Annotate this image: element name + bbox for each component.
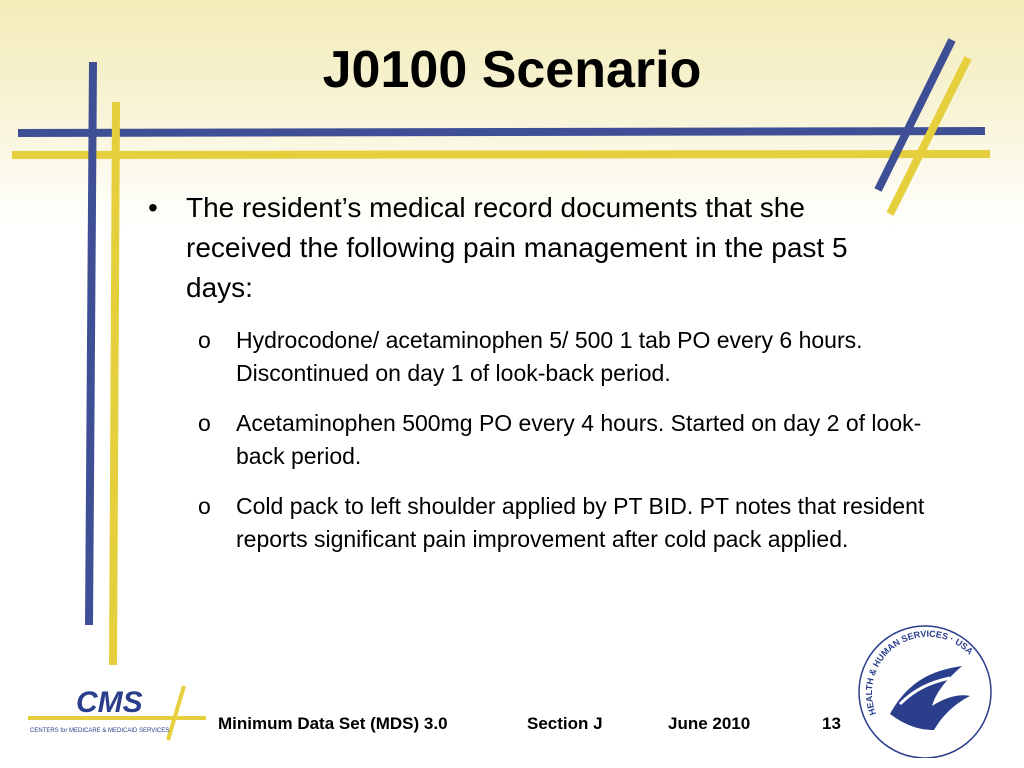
main-bullet (148, 188, 938, 308)
sub-bullet-mark: o (198, 493, 211, 519)
footer-mds: Minimum Data Set (MDS) 3.0 (218, 714, 448, 733)
footer-date: June 2010 (668, 714, 751, 733)
slide-content (148, 188, 938, 573)
footer-page-number: 13 (822, 714, 841, 733)
bullet-text: The resident’s medical record documents that she received the following pain management in the past 5 days: (186, 192, 848, 303)
sub-bullet-text: Cold pack to left shoulder applied by PT BID. PT notes that resident reports significant pain improvement after cold pack applied. (236, 493, 925, 552)
gold-vertical-line (113, 102, 116, 665)
sub-bullet-text: Hydrocodone/ acetaminophen 5/ 500 1 tab PO every 6 hours. Discontinued on day 1 of look-back period. (236, 327, 863, 386)
sub-bullet-text: Acetaminophen 500mg PO every 4 hours. Started on day 2 of look-back period. (236, 410, 922, 469)
blue-horizontal-line (18, 131, 985, 133)
footer-section: Section J (527, 714, 603, 733)
sub-bullet-3 (198, 490, 938, 556)
cms-logo (28, 676, 208, 746)
seal-text: HEALTH & HUMAN SERVICES · USA (863, 628, 976, 717)
eagle-emblem-icon (890, 666, 970, 730)
cms-logo-tagline: CENTERS for MEDICARE & MEDICAID SERVICES (30, 728, 170, 734)
blue-vertical-line (89, 62, 93, 625)
hhs-seal (850, 618, 1000, 758)
cms-logo-gold-slash (168, 686, 184, 740)
sub-bullet-2 (198, 407, 938, 473)
gold-horizontal-line (12, 154, 990, 155)
slide-title: J0100 Scenario (322, 41, 702, 99)
sub-bullet-mark: o (198, 410, 211, 436)
cms-logo-text: CMS (76, 686, 143, 719)
sub-bullet-mark: o (198, 327, 211, 353)
bullet-mark: • (148, 192, 158, 223)
sub-bullet-1 (198, 324, 938, 390)
